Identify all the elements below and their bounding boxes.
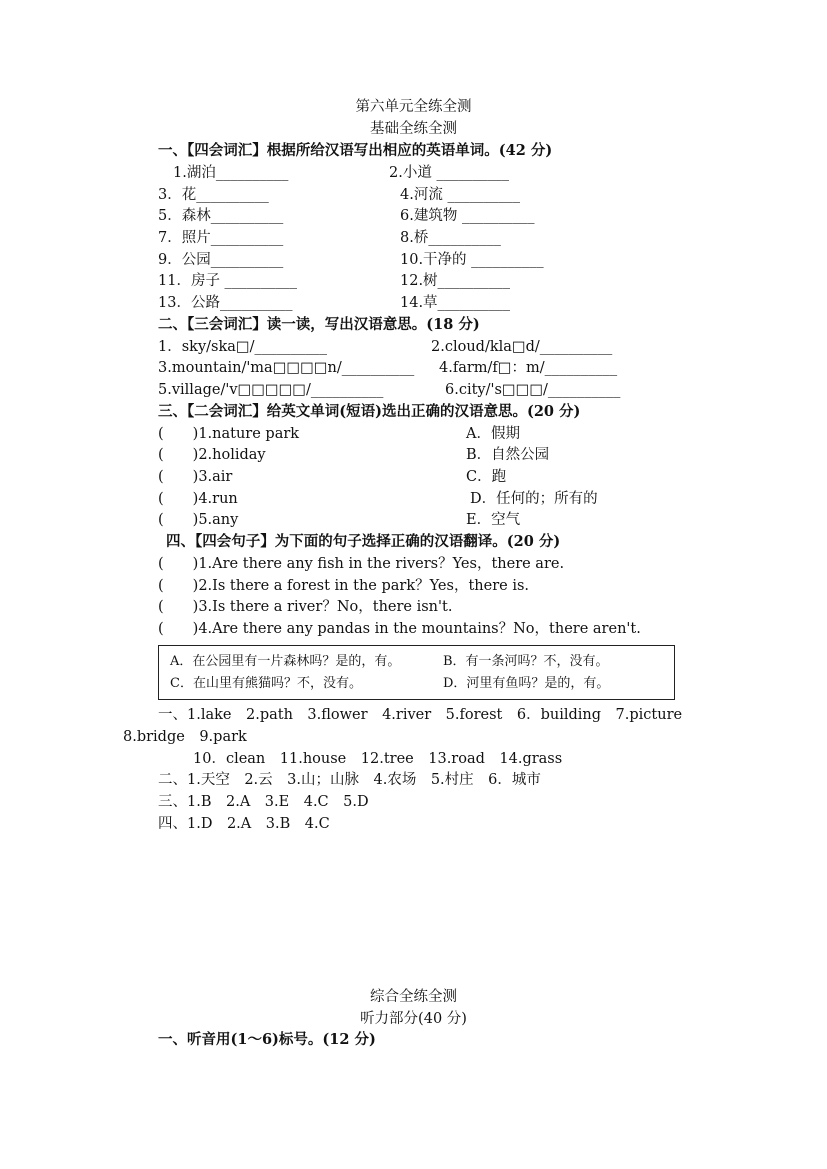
s4-question: ( )4.Are there any pandas in the mountains？No，there aren't. — [158, 621, 641, 637]
answer-line: 二、1.天空 2.云 3.山；山脉 4.农场 5.村庄 6．城市 — [158, 772, 541, 788]
s4-question: ( )1.Are there any fish in the rivers？Yes，there are. — [158, 556, 565, 572]
s3-question: ( )5.any — [158, 512, 239, 528]
page-subtitle: 基础全练全测 — [370, 121, 457, 137]
s1-item: 1.湖泊__________ — [173, 165, 289, 181]
s2-item: 3.mountain/'ma□□□□n/__________ — [158, 360, 415, 376]
s1-item: 2.小道 __________ — [389, 165, 509, 181]
s3-question: ( )2.holiday — [158, 447, 266, 463]
s1-item: 3．花__________ — [158, 187, 269, 203]
section2-heading: 二、【三会词汇】读一读，写出汉语意思。(18 分) — [158, 316, 480, 333]
box-option: B．有一条河吗？不，没有。 — [443, 654, 609, 669]
s1-item: 9．公园__________ — [158, 252, 284, 268]
s2-item: 1．sky/ska□/__________ — [158, 339, 327, 355]
part2-heading: 一、听音用(1～6)标号。(12 分) — [158, 1031, 376, 1048]
s2-item: 5.village/'v□□□□□/__________ — [158, 382, 384, 398]
s2-item: 6.city/'s□□□/__________ — [445, 382, 621, 398]
section4-heading: 四、【四会句子】为下面的句子选择正确的汉语翻译。(20 分) — [166, 533, 561, 550]
s3-question: ( )1.nature park — [158, 426, 300, 442]
answer-line: 10．clean 11.house 12.tree 13.road 14.grass — [193, 751, 563, 767]
s4-question: ( )2.Is there a forest in the park？Yes，there is. — [158, 578, 530, 594]
translation-options-box — [158, 645, 675, 700]
s1-item: 7．照片__________ — [158, 230, 284, 246]
s1-item: 10.干净的 __________ — [400, 252, 544, 268]
part2-title: 综合全练全测 — [370, 989, 457, 1005]
s3-option: A．假期 — [466, 426, 520, 442]
s1-item: 4.河流 __________ — [400, 187, 520, 203]
section3-heading: 三、【二会词汇】给英文单词(短语)选出正确的汉语意思。(20 分) — [158, 403, 581, 420]
s2-item: 2.cloud/kla□d/__________ — [431, 339, 613, 355]
s1-item: 13．公路__________ — [158, 295, 293, 311]
section1-heading: 一、【四会词汇】根据所给汉语写出相应的英语单词。(42 分) — [158, 142, 553, 159]
part2-subtitle: 听力部分(40 分) — [360, 1011, 467, 1027]
s2-item: 4.farm/f□：m/__________ — [439, 360, 618, 376]
box-option: C．在山里有熊猫吗？不，没有。 — [170, 676, 362, 691]
s3-question: ( )4.run — [158, 491, 238, 507]
s1-item: 8.桥__________ — [400, 230, 501, 246]
s1-item: 14.草__________ — [400, 295, 511, 311]
answer-line: 8.bridge 9.park — [123, 729, 247, 745]
page-title: 第六单元全练全测 — [355, 99, 472, 115]
s1-item: 11．房子 __________ — [158, 273, 298, 289]
answer-line: 一、1.lake 2.path 3.flower 4.river 5.forest 6．building 7.picture — [158, 707, 683, 723]
answer-line: 四、1.D 2.A 3.B 4.C — [158, 816, 330, 832]
s3-question: ( )3.air — [158, 469, 233, 485]
s3-option: E．空气 — [466, 512, 521, 528]
s1-item: 12.树__________ — [400, 273, 511, 289]
box-option: D．河里有鱼吗？是的，有。 — [443, 676, 610, 691]
s3-option: B．自然公园 — [466, 447, 550, 463]
s1-item: 5．森林__________ — [158, 208, 284, 224]
answer-line: 三、1.B 2.A 3.E 4.C 5.D — [158, 794, 369, 810]
s3-option: D．任何的；所有的 — [470, 491, 598, 507]
s3-option: C．跑 — [466, 469, 507, 485]
box-option: A．在公园里有一片森林吗？是的，有。 — [170, 654, 401, 669]
s4-question: ( )3.Is there a river？No，there isn't. — [158, 599, 453, 615]
s1-item: 6.建筑物 __________ — [400, 208, 535, 224]
